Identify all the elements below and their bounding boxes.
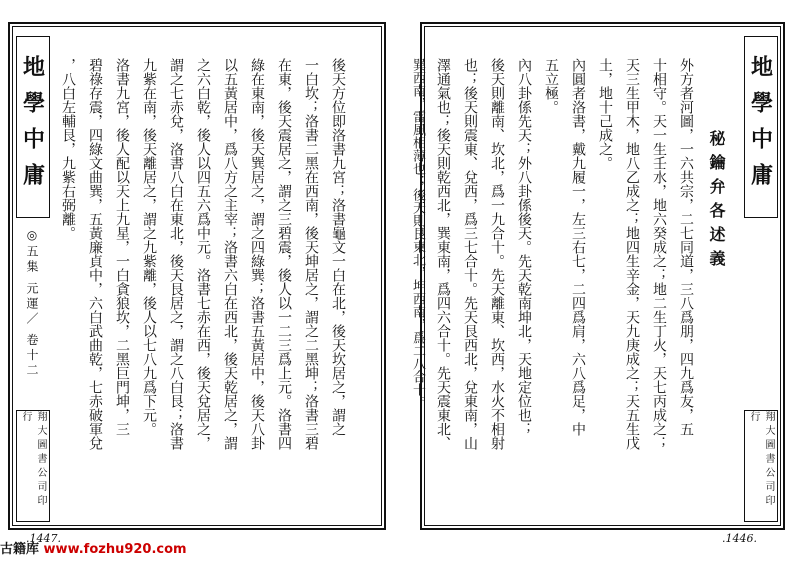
site-url: www.fozhu920.com [43,542,187,557]
right-col-9: 也；後天則震東、兌西，爲三七合十。先天艮西北，兌東南，山 [462,58,478,450]
right-page-number: .1446. [722,532,757,545]
left-page-number: .1447. [26,532,61,545]
section-title: 秘鑰弁各述義 [707,130,726,274]
left-col-10: 碧祿存震，四綠文曲巽，五黃廉貞中，六白武曲乾，七赤破軍兌 [87,58,103,450]
right-col-7: 內八卦係先天；外八卦係後天。先天乾南坤北，天地定位也； [516,58,532,436]
left-col-3: 在東，後天震居之，謂之三碧震，後人以一二三爲上元。洛書四 [276,58,292,450]
left-col-11: ，八白左輔艮，九紫右弼離。 [60,58,76,240]
right-col-10: 澤通氣也；後天則乾西北，巽東南，爲四六合十。先天震東北、 [435,58,451,450]
left-side-title: 地學中庸 [19,55,46,199]
right-publisher-box [744,410,778,522]
right-side-title: 地學中庸 [747,55,774,199]
left-publisher-box [16,410,50,522]
left-col-6: 之六白乾，後人以四五六爲中元。洛書七赤在西，後天兌居之， [195,58,211,450]
left-col-8: 九紫在南，後天離居之，謂之九紫離，後人以七八九爲下元。 [141,58,157,436]
right-col-11: 巽西南，雷風相薄也；後天則艮東北，坤西南，爲二八合十。 [410,58,425,409]
left-side-subtitle: ◎五集 元運／ 卷十二 [25,228,39,379]
left-col-9: 洛書九宮，後人配以天上九星，一白貪狼坎，二黑巨門坤，三 [114,58,130,436]
site-name: 古籍库 [0,542,40,557]
right-col-2: 十相守。天一生壬水，地六癸成之；地二生丁火，天七丙成之； [651,58,667,450]
left-publisher: 翔大圖書公司印行 [20,411,46,509]
left-col-1: 後天方位即洛書九宮；洛書龜文一白在北，後天坎居之，謂之 [330,58,346,436]
right-col-1: 外方者河圖，一六共宗，二七同道，三八爲朋，四九爲友，五 [678,58,694,436]
right-col-4: 土，地十己成之。 [597,58,613,170]
left-col-5: 以五黃居中，爲八方之主宰；洛書六白在西北，後天乾居之，謂 [222,58,238,450]
left-col-4: 綠在東南，後天巽居之，謂之四綠巽；洛書五黃居中，後天八卦 [249,58,265,450]
left-col-7: 謂之七赤兌，洛書八白在東北，後天艮居之，謂之八白艮；洛書 [168,58,184,450]
right-col-5: 內圓者洛書，戴九履一，左三右七，二四爲肩，六八爲足，中 [570,58,586,436]
site-watermark [0,538,187,557]
right-publisher: 翔大圖書公司印行 [748,411,774,509]
right-col-8: 後天則離南、坎北，爲一九合十。先天離東、坎西，水火不相射 [489,58,505,450]
right-col-3: 天三生甲木，地八乙成之；地四生辛金，天九庚成之；天五生戊 [624,58,640,450]
right-col-6: 五立極。 [543,58,559,114]
right-side-title-box [744,36,778,218]
left-side-title-box [16,36,50,218]
left-col-2: 一白坎；洛書二黑在西南，後天坤居之，謂之二黑坤；洛書三碧 [303,58,319,450]
